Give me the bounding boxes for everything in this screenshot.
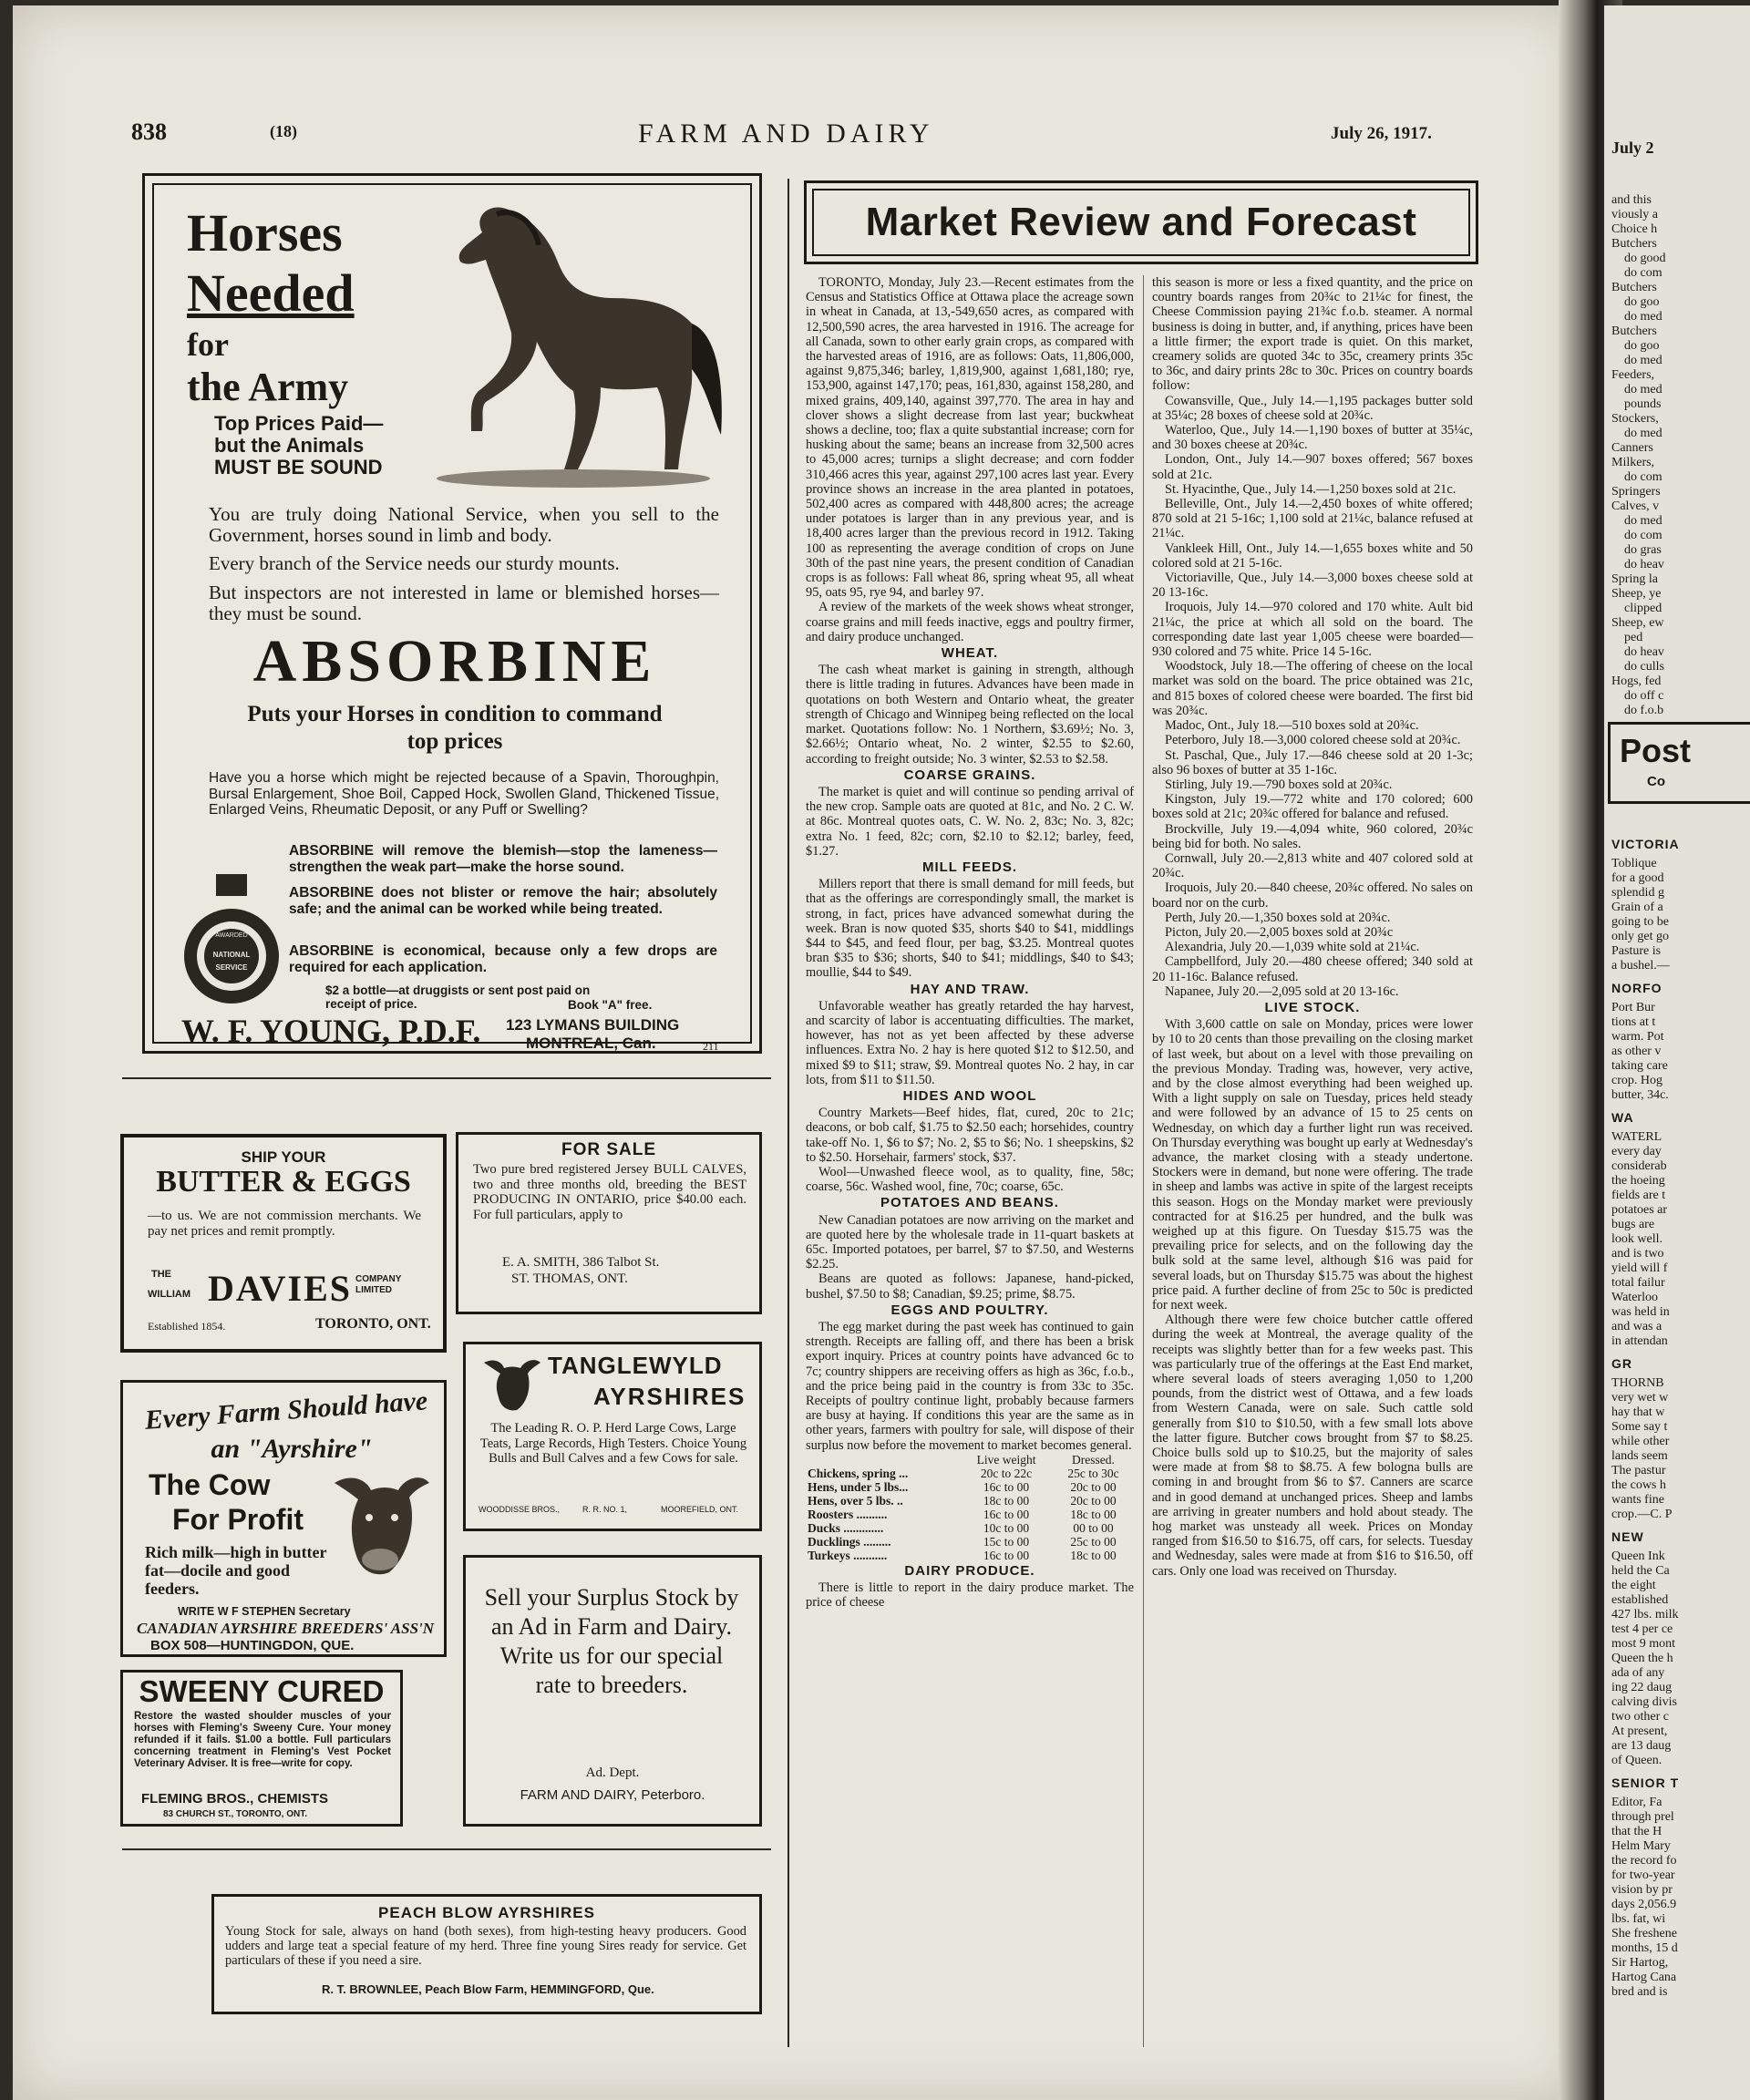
page-number: 838 <box>131 118 167 145</box>
market-intro: TORONTO, Monday, July 23.—Recent estimates from the Census and Statistics Office at Ottawa place the acreage sown in wheat in Canada, at 13,-549,650 acres, as compared with 12,500,590 acres, the area harvested in 1916. The acreage for all Canada, sown to other early grain crops, as compared with the harvested areas of 1916, are as follows: Oats, 11,806,000, against 9,875,346; barley, 1,819,900, against 1,681,180; rye, 153,900, against 147,170; peas, 161,830, against 158,280, and mixed grains, 409,140, against 397,770. The area in hay and clover shows a slight decrease from last year; buckwheat shows a decline, too; flax a quite substantial increase; corn for husking about the same; beans an increase from 32,500 acres to 45,000 acres; turnips a slight decrease; and corn fodder 310,466 acres this year, against 297,100 acres last year. Every province shows an increase in the area planted in potatoes, 502,400 acres as compared with 448,800 acres; the acreage under potatoes is larger than in any previous year, and is 18,400 acres larger than the previous record in 1912. Taking 100 as representing the average condition of crops on June 30th of the past nine years, the present condition of Canadian crops is as follows: Fall wheat 86, spring wheat 95, all wheat 95, oats 95, rye 94, and barley 97. <box>806 275 1134 601</box>
absorbine-headline-2: Needed <box>187 263 355 323</box>
next-page-line: Hartog Cana <box>1611 1971 1677 1984</box>
next-page-line: do med <box>1624 354 1662 367</box>
poultry-cell: 16c to 00 <box>983 1479 1030 1494</box>
next-page-line: total failur <box>1611 1276 1665 1290</box>
next-page-line: clipped <box>1624 602 1662 615</box>
poultry-cell: 18c to 00 <box>1070 1507 1117 1521</box>
divider-left-2 <box>122 1848 771 1850</box>
next-page-line: ada of any <box>1611 1666 1665 1680</box>
poultry-table-row <box>806 1508 1134 1521</box>
board-report: Brockville, July 19.—4,094 white, 960 colored, 20¾c being bid for both. No sales. <box>1152 821 1473 851</box>
poultry-cell: 20c to 00 <box>1070 1493 1117 1508</box>
next-page-line: Spring la <box>1611 572 1658 586</box>
next-page-line: Milkers, <box>1611 456 1655 469</box>
poultry-cell: 16c to 00 <box>983 1507 1030 1521</box>
next-page-line: of Queen. <box>1611 1754 1662 1767</box>
next-page-line: for a good <box>1611 871 1664 885</box>
next-page-line: held the Ca <box>1611 1564 1670 1578</box>
absorbine-headline-4: the Army <box>187 365 349 409</box>
mill-feeds-text: Millers report that there is small demand for mill feeds, but that as the offerings are correspondingly small, the market is strong, in fact, prices have advanced somewhat during the week. Bran is now quoted $35, shorts $40 to $41, middlings $44 to $45, and feed flour, per bag, $3.25. Montreal quotes bran $35 to $36; shorts, $40 to $41; middlings, $40 to $43; moullie, $44 to $49. <box>806 877 1134 981</box>
next-page-line: as other v <box>1611 1045 1662 1058</box>
next-page-heading: GR <box>1611 1356 1632 1371</box>
next-page-line: Sheep, ew <box>1611 616 1664 630</box>
poultry-cell: 20c to 22c <box>980 1466 1033 1480</box>
divider-left-1 <box>122 1077 771 1079</box>
next-page-line: the eight <box>1611 1579 1656 1592</box>
next-page-line: The pastur <box>1611 1464 1666 1477</box>
peach-blow-signature: R. T. BROWNLEE, Peach Blow Farm, HEMMINGFORD, Que. <box>322 1982 654 1996</box>
next-page-line: Hogs, fed <box>1611 674 1662 688</box>
next-page-line: lbs. fat, wi <box>1611 1912 1666 1926</box>
next-page-line: do com <box>1624 529 1662 542</box>
next-page-line: do heav <box>1624 558 1664 571</box>
next-page-line: THORNB <box>1611 1376 1664 1390</box>
next-page-line: do med <box>1624 514 1662 528</box>
poultry-cell: Chickens, spring ... <box>808 1466 909 1480</box>
horse-illustration <box>418 196 728 497</box>
absorbine-claim-2: ABSORBINE does not blister or remove the hair; absolutely safe; and the animal can be worked while being treated. <box>289 885 717 917</box>
next-page-box-title: Post <box>1620 732 1692 769</box>
national-service-seal <box>181 874 282 1011</box>
sweeny-maker: FLEMING BROS., CHEMISTS <box>141 1791 329 1807</box>
davies-name: DAVIES <box>208 1268 352 1309</box>
next-page-line: Some say t <box>1611 1420 1668 1434</box>
country-boards-list <box>1152 394 1473 999</box>
next-page-line: for two-year <box>1611 1868 1675 1882</box>
livestock-heading: LIVE STOCK. <box>1264 999 1361 1015</box>
next-page-line: calving divis <box>1611 1695 1677 1709</box>
next-page-line: months, 15 d <box>1611 1941 1678 1955</box>
column-rule-2 <box>1143 275 1144 2047</box>
sweeny-body: Restore the wasted shoulder muscles of your horses with Fleming's Sweeny Cure. Your money refunded if it fails. $1.00 a bottle. Full particulars concerning treatment in Fleming's Vest Pocket Veterinary Adviser. It is free—write for copy. <box>134 1711 391 1769</box>
board-report: Cornwall, July 20.—2,813 white and 407 colored sold at 20¾c. <box>1152 850 1473 881</box>
coarse-grains-text: The market is quiet and will continue so pending arrival of the new crop. Sample oats are quoted at 81c, and No. 2 C. W. at 86c. Montreal quotes oats, C. W. No. 2, 83c; No. 3, 82c; extra No. 1 feed, 82c; corn, $2.10 to $2.12; barley, feed, $1.27. <box>806 784 1134 859</box>
sweeny-cured-ad <box>120 1670 403 1827</box>
tanglewyld-body: The Leading R. O. P. Herd Large Cows, Large Teats, Large Records, High Testers. Choice Young Bulls and Bull Calves and a few Cows for sale. <box>479 1421 747 1466</box>
next-page-line: Springers <box>1611 485 1661 499</box>
poultry-table-row <box>806 1494 1134 1508</box>
seal-mid-text: NATIONAL <box>212 951 251 959</box>
poultry-header-cell <box>806 1453 960 1467</box>
poultry-cell: Ducklings ......... <box>808 1534 891 1549</box>
board-report: Stirling, July 19.—790 boxes sold at 20¾c. <box>1165 777 1393 792</box>
next-page-line: only get go <box>1611 930 1669 943</box>
ayrshire-assn: CANADIAN AYRSHIRE BREEDERS' ASS'N <box>136 1620 435 1637</box>
surplus-dept: Ad. Dept. <box>585 1765 640 1780</box>
issue-date: July 26, 1917. <box>1331 124 1432 143</box>
board-report: Belleville, Ont., July 14.—2,450 boxes of white offered; 870 sold at 21 5-16c; 1,100 sold at 21¼c, balance refused at 21¼c. <box>1152 497 1473 541</box>
livestock-text-1: With 3,600 cattle on sale on Monday, prices were lower by 10 to 20 cents than those prevailing on the closing market of last week, but about on a level with those prevailing on the previous Monday. Trading was, however, very active, and by the close almost everything had been weighed up. With a light supply on sale on Tuesday, prices held steady and were followed by an advance of 15 to 25 cents on Wednesday, on which day a further light run was received. On Thursday everything was bought up early at Wednesday's advance, the market closing with a steady undertone. Stockers were in demand, but none were offering. The trade in sheep and lambs was active in spite of the largest receipts this season. Hogs on the Monday market were previously contracted for at $16.25 per hundred, and the bulk was weighed up at this figure. On Tuesday $15.75 was the prevailing price for selects, and on the following day the bulk sold at the same level, although $16 was paid for several loads, but on Thursday $15.75 was about the highest price paid. A further decline of from 25c to 50c is predicted for next week. <box>1152 1017 1473 1313</box>
tanglewyld-footer-1: WOODDISSE BROS., <box>479 1505 561 1514</box>
next-page-line: bred and is <box>1611 1985 1668 1999</box>
ayrshire-big-2: For Profit <box>172 1503 304 1536</box>
board-report: Alexandria, July 20.—1,039 white sold at 21¼c. <box>1165 940 1420 955</box>
board-report: Kingston, July 19.—772 white and 170 colored; 600 boxes sold at 21c; 20¾c offered for balance and refused. <box>1152 792 1473 822</box>
next-page-line: Helm Mary <box>1611 1839 1671 1853</box>
next-page-line: Sir Hartog, <box>1611 1956 1669 1970</box>
next-page-line: wants fine <box>1611 1493 1664 1507</box>
next-page-line: look well. <box>1611 1232 1662 1246</box>
seal-top-text: AWARDED <box>215 932 248 939</box>
ayrshire-script-2: an "Ayrshire" <box>211 1434 373 1464</box>
next-page-heading: WA <box>1611 1110 1634 1125</box>
next-page-line: Butchers <box>1611 324 1657 338</box>
absorbine-address-2: MONTREAL, Can. <box>526 1035 656 1052</box>
absorbine-maker: W. F. YOUNG, P.D.F. <box>181 1013 481 1049</box>
board-report: Vankleek Hill, Ont., July 14.—1,655 boxes white and 50 colored sold at 21 5-16c. <box>1152 540 1473 571</box>
publication-title: FARM AND DAIRY <box>638 118 934 149</box>
surplus-stock-ad <box>463 1555 762 1827</box>
next-page-line: Pasture is <box>1611 944 1662 958</box>
poultry-table-header <box>806 1453 1134 1467</box>
next-page-line: Canners <box>1611 441 1653 455</box>
tanglewyld-footer-3: MOOREFIELD, ONT. <box>661 1505 739 1514</box>
tanglewyld-title-2: AYRSHIRES <box>593 1383 746 1410</box>
poultry-cell: 20c to 00 <box>1070 1479 1117 1494</box>
next-page-line: fields are t <box>1611 1189 1666 1202</box>
next-page-line: potatoes ar <box>1611 1203 1668 1217</box>
davies-the: THE <box>151 1269 171 1280</box>
poultry-header-cell: Live weight <box>976 1452 1036 1467</box>
livestock-text-2: Although there were few choice butcher cattle offered during the week at Montreal, the average quality of the receipts was slightly better than for a few weeks past. This was particularly true of the offerings at the East End market, where several loads of steers averaging 1,050 to 1,200 pounds, from the district west of Ottawa, and a few loads from Western Canada, were on sale. Such cattle sold generally from $10 to $10.50, with a few small lots above the latter figure. Butcher cows brought from $7 to $8.25. Choice bulls sold up to $10.25, but the majority of sales were made at from $8 to $8.75. A few bologna bulls are coming in and brought from $6 to $7. Canners are scarce and in good demand at unchanged prices. Sheep and lambs are arriving in greater numbers and hold about steady. The hog market was unsteady all week. Prices on Monday ranged from $16.50 to $16.75, off cars, for selects. Tuesday and Wednesday, sales were made at from $16 to $16.50, off cars. Only one load was received on Thursday. <box>1152 1312 1473 1579</box>
next-page-line: Waterloo <box>1611 1291 1658 1304</box>
absorbine-address-1: 123 LYMANS BUILDING <box>506 1016 680 1034</box>
board-report: St. Paschal, Que., July 17.—846 cheese sold at 20 1-3c; also 96 boxes of butter at 35 1-16c. <box>1152 747 1473 777</box>
next-page-line: the hoeing <box>1611 1174 1665 1188</box>
next-page-line: Queen the h <box>1611 1652 1673 1665</box>
board-report: Woodstock, July 18.—The offering of cheese on the local market was sold on the board. The price obtained was 21c, and 815 boxes of colored cheese were boarded. The first bid was 20¾c. <box>1152 659 1473 718</box>
davies-established: Established 1854. <box>148 1320 226 1333</box>
surplus-signature: FARM AND DAIRY, Peterboro. <box>520 1787 705 1803</box>
next-page-line: WATERL <box>1611 1130 1662 1144</box>
poultry-cell: Hens, under 5 lbs... <box>808 1479 909 1494</box>
absorbine-price: $2 a bottle—at druggists or sent post paid on receipt of price. <box>325 983 591 1011</box>
sweeny-title: SWEENY CURED <box>139 1674 385 1708</box>
next-page-box <box>1608 722 1750 804</box>
next-page-line: Choice h <box>1611 222 1658 236</box>
board-report: Iroquois, July 20.—840 cheese, 20¾c offered. No sales on board nor on the curb. <box>1152 880 1473 911</box>
next-page-line: do com <box>1624 470 1662 484</box>
next-page-line: do goo <box>1624 295 1660 309</box>
board-report: Madoc, Ont., July 18.—510 boxes sold at 20¾c. <box>1165 718 1419 734</box>
board-report: Peterboro, July 18.—3,000 colored cheese sold at 20¾c. <box>1165 733 1461 748</box>
next-page-line: a bushel.— <box>1611 959 1670 973</box>
next-page-line: Queen Ink <box>1611 1549 1665 1563</box>
newspaper-page <box>13 5 1577 2100</box>
next-page-line: Toblique <box>1611 857 1657 870</box>
absorbine-headline-3: for <box>187 326 229 363</box>
next-page-line: pounds <box>1624 397 1662 411</box>
board-report: Napanee, July 20.—2,095 sold at 20 13-16c. <box>1165 983 1399 999</box>
for-sale-ad <box>456 1132 762 1314</box>
next-page-heading: VICTORIA <box>1611 837 1680 851</box>
next-page-line: days 2,056.9 <box>1611 1898 1677 1911</box>
next-page-line: She freshene <box>1611 1927 1677 1940</box>
dairy-intro-text: There is little to report in the dairy produce market. The price of cheese <box>806 1580 1134 1611</box>
market-title: Market Review and Forecast <box>865 200 1417 244</box>
next-page-line: do med <box>1624 427 1662 440</box>
next-page-line: Feeders, <box>1611 368 1655 382</box>
next-page-line: crop.—C. P <box>1611 1508 1673 1521</box>
next-page-line: bugs are <box>1611 1218 1655 1231</box>
market-column-1 <box>806 275 1134 1610</box>
next-page-line: considerab <box>1611 1159 1667 1173</box>
poultry-cell: Roosters .......... <box>808 1507 888 1521</box>
beans-text: Beans are quoted as follows: Japanese, hand-picked, bushel, $7.50 to $8; Canadian, $9.25; prime, $8.75. <box>806 1271 1134 1302</box>
cow-icon <box>480 1354 544 1412</box>
next-page-line: vision by pr <box>1611 1883 1673 1897</box>
next-page-line: taking care <box>1611 1059 1668 1073</box>
next-page-line: was held in <box>1611 1305 1670 1319</box>
next-page-line: Stockers, <box>1611 412 1659 426</box>
board-report: Victoriaville, Que., July 14.—3,000 boxes cheese sold at 20 13-16c. <box>1152 571 1473 601</box>
poultry-table-row <box>806 1480 1134 1494</box>
hides-heading: HIDES AND WOOL <box>902 1087 1037 1104</box>
board-report: Campbellford, July 20.—480 cheese offered; 340 sold at 20 11-16c. Balance refused. <box>1152 954 1473 984</box>
poultry-cell: 18c to 00 <box>1070 1548 1117 1562</box>
next-page-line: Sheep, ye <box>1611 587 1662 601</box>
next-page-line: ing 22 daug <box>1611 1681 1673 1694</box>
next-page-line: do com <box>1624 266 1662 280</box>
board-report: Waterloo, Que., July 14.—1,190 boxes of butter at 35¼c, and 30 boxes cheese at 20¾c. <box>1152 423 1473 453</box>
next-page-line: in attendan <box>1611 1334 1668 1348</box>
next-page-line: lands seem <box>1611 1449 1668 1463</box>
davies-william: WILLIAM <box>148 1289 191 1300</box>
ayrshire-write: WRITE W F STEPHEN Secretary <box>178 1605 351 1618</box>
davies-title-2: BUTTER & EGGS <box>156 1165 411 1199</box>
next-page-line: through prel <box>1611 1810 1674 1824</box>
poultry-cell: 15c to 00 <box>983 1534 1030 1549</box>
absorbine-body-1: You are truly doing National Service, when you sell to the Government, horses sound in limb and body. <box>209 503 719 546</box>
peach-blow-title: PEACH BLOW AYRSHIRES <box>378 1904 595 1921</box>
next-page-line: hay that w <box>1611 1405 1665 1419</box>
poultry-table-row <box>806 1549 1134 1562</box>
next-page-line: do off c <box>1624 689 1664 703</box>
next-page-line: do med <box>1624 310 1662 324</box>
coarse-grains-heading: COARSE GRAINS. <box>903 767 1036 783</box>
ayrshire-breeders-ad <box>120 1380 447 1657</box>
next-page-line: do med <box>1624 383 1662 396</box>
ayrshire-script-1: Every Farm Should have <box>143 1385 429 1436</box>
next-page-line: going to be <box>1611 915 1669 929</box>
next-page-line: viously a <box>1611 208 1658 221</box>
seal-bottom-text: SERVICE <box>215 963 248 972</box>
next-page-line: that the H <box>1611 1825 1662 1838</box>
for-sale-contact-1: E. A. SMITH, 386 Talbot St. <box>502 1255 660 1270</box>
sweeny-address: 83 CHURCH ST., TORONTO, ONT. <box>163 1809 307 1819</box>
next-page-line: do good <box>1624 252 1666 265</box>
next-page-heading: SENIOR T <box>1611 1776 1680 1790</box>
poultry-cell: Hens, over 5 lbs. .. <box>808 1493 903 1508</box>
market-review-line: A review of the markets of the week shows wheat stronger, coarse grains and mill feeds inactive, eggs and poultry firmer, and dairy produce unchanged. <box>806 600 1134 644</box>
next-page-line: the record fo <box>1611 1854 1677 1868</box>
potatoes-text: New Canadian potatoes are now arriving on the market and are quoted here by the wholesale trade in 11-quart baskets at 65c. Imported potatoes, per barrel, $7 to $7.50, and Westerns $2.25. <box>806 1212 1134 1272</box>
next-page-line: do gras <box>1624 543 1662 557</box>
next-page-line: ped <box>1624 631 1643 644</box>
next-page-line: test 4 per ce <box>1611 1622 1673 1636</box>
next-page-fragment <box>1604 5 1750 2100</box>
next-page-heading: NORFO <box>1611 981 1662 995</box>
next-page-line: Editor, Fa <box>1611 1796 1662 1809</box>
poultry-cell: 18c to 00 <box>983 1493 1030 1508</box>
poultry-cell: 00 to 00 <box>1073 1520 1114 1535</box>
board-report: Picton, July 20.—2,005 boxes sold at 20¾c <box>1165 924 1394 940</box>
next-page-line: and this <box>1611 193 1652 207</box>
column-rule-1 <box>788 179 789 2047</box>
absorbine-question: Have you a horse which might be rejected because of a Spavin, Thoroughpin, Bursal Enlargement, Shoe Boil, Capped Hock, Swollen Gland, Thickened Tissue, Enlarged Veins, Rheumatic Deposit, or any Puff or Swelling? <box>209 770 719 818</box>
market-title-box <box>804 180 1478 264</box>
tanglewyld-title-1: TANGLEWYLD <box>548 1352 723 1379</box>
section-number: (18) <box>270 122 297 140</box>
next-page-line: and is two <box>1611 1247 1664 1261</box>
absorbine-claim-3: ABSORBINE is economical, because only a few drops are required for each application. <box>289 943 717 975</box>
poultry-table-row <box>806 1521 1134 1535</box>
dairy-text: this season is more or less a fixed quantity, and the price on country boards ranges from 20¾c to 21¼c for finest, the Cheese Commission paying 21¾c f.o.b. steamer. A normal business is doing in butter, and, if anything, prices have been a little firmer; the export trade is quiet. On this market, creamery solids are quoted 34c to 35c, creamery prints 35c to 36c, and dairy prints 28c to 30c. Prices on country boards follow: <box>1152 275 1473 394</box>
poultry-cell: Turkeys ........... <box>808 1548 888 1562</box>
davies-title-1: SHIP YOUR <box>241 1148 326 1166</box>
board-report: London, Ont., July 14.—907 boxes offered; 567 boxes sold at 21c. <box>1152 452 1473 482</box>
next-page-line: crop. Hog <box>1611 1074 1662 1087</box>
tanglewyld-ad <box>463 1342 762 1531</box>
peach-blow-body: Young Stock for sale, always on hand (both sexes), from high-testing heavy producers. Good udders and large teat a special feature of my herd. Three fine young Sires ready for service. Get particulars of these if you need a sire. <box>225 1924 746 1968</box>
next-page-line: 427 lbs. milk <box>1611 1608 1679 1621</box>
next-page-line: At present, <box>1611 1724 1668 1738</box>
board-report: Iroquois, July 14.—970 colored and 170 white. Ault bid 21¼c, the price at which all sold on the board. The corresponding date last year 1,005 cheese were boarded—930 colored and 75 white. Price 14 5-16c. <box>1152 600 1473 660</box>
surplus-body: Sell your Surplus Stock by an Ad in Farm and Dairy. Write us for our special rate to breeders. <box>484 1584 739 1698</box>
next-page-line: Butchers <box>1611 281 1657 294</box>
ayrshire-box: BOX 508—HUNTINGDON, QUE. <box>150 1638 355 1653</box>
next-page-line: while other <box>1611 1435 1670 1448</box>
hay-text: Unfavorable weather has greatly retarded the hay harvest, and scarcity of labor is accentuating difficulties. The market, however, has not as yet been affected by these adverse influences. Extra No. 2 hay is here quoted $12 to $12.50, and mixed $9 to $11; straw, $9. Montreal quotes No. 2 hay, in car lots, from $11 to $11.50. <box>806 998 1134 1087</box>
davies-company: COMPANY LIMITED <box>355 1274 402 1295</box>
mill-feeds-heading: MILL FEEDS. <box>921 859 1018 875</box>
for-sale-contact-2: ST. THOMAS, ONT. <box>511 1271 628 1286</box>
next-page-line: Port Bur <box>1611 1001 1655 1014</box>
potatoes-heading: POTATOES AND BEANS. <box>880 1195 1059 1211</box>
wheat-text: The cash wheat market is gaining in strength, although there is little trading in futures. Advances have been made in quotations on both Western and Ontario wheat, the greater strength of Chicago and Winnipeg being reflected on the local market. Quotations follow: No. 1 Northern, $3.69½; No. 3, $2.66½; Ontario wheat, No. 2 winter, $2.55 to $2.60, according to freight outside; No. 3 winter, $2.53 to $2.58. <box>806 663 1134 767</box>
ayrshire-big-1: The Cow <box>149 1468 271 1501</box>
next-page-line: the cows h <box>1611 1478 1666 1492</box>
absorbine-claim-1: ABSORBINE will remove the blemish—stop the lameness—strengthen the weak part—make the horse sound. <box>289 843 717 875</box>
next-page-line: do heav <box>1624 645 1664 659</box>
next-page-date: July 2 <box>1611 139 1654 157</box>
davies-body: —to us. We are not commission merchants. We pay net prices and remit promptly. <box>148 1209 421 1239</box>
wool-text: Wool—Unwashed fleece wool, as to quality, fine, 58c; coarse, 56c. Washed wool, fine, 70c; coarse, 65c. <box>806 1164 1134 1195</box>
poultry-cell: 10c to 00 <box>983 1520 1030 1535</box>
poultry-table-row <box>806 1535 1134 1549</box>
eggs-heading: EGGS AND POULTRY. <box>890 1302 1049 1318</box>
for-sale-title: FOR SALE <box>561 1140 657 1159</box>
absorbine-body-3: But inspectors are not interested in lame or blemished horses—they must be sound. <box>209 582 719 624</box>
next-page-line: yield will f <box>1611 1261 1668 1275</box>
absorbine-headline-1: Horses <box>187 203 343 262</box>
hay-heading: HAY AND TRAW. <box>910 981 1030 997</box>
next-page-line: warm. Pot <box>1611 1030 1664 1044</box>
absorbine-subhead: Top Prices Paid— but the Animals MUST BE SOUND <box>214 412 384 479</box>
next-page-line: Butchers <box>1611 237 1657 251</box>
absorbine-body-2: Every branch of the Service needs our sturdy mounts. <box>209 552 620 574</box>
next-page-line: tions at t <box>1611 1015 1656 1029</box>
absorbine-ad-number: 211 <box>703 1040 719 1053</box>
next-page-heading: NEW <box>1611 1529 1644 1544</box>
for-sale-body: Two pure bred registered Jersey BULL CALVES, two and three months old, breeding the BEST PRODUCING IN ONTARIO, price $40.00 each. For full particulars, apply to <box>473 1162 746 1222</box>
next-page-line: established <box>1611 1593 1669 1607</box>
poultry-cell: Ducks ............. <box>808 1520 884 1535</box>
next-page-line: splendid g <box>1611 886 1664 900</box>
tanglewyld-footer-2: R. R. NO. 1, <box>582 1505 628 1514</box>
poultry-table-row <box>806 1467 1134 1480</box>
davies-ad <box>120 1134 447 1353</box>
poultry-cell: 25c to 00 <box>1070 1534 1117 1549</box>
peach-blow-ad <box>211 1894 762 2014</box>
next-page-sections <box>1611 829 1680 2000</box>
next-page-line: are 13 daug <box>1611 1739 1672 1753</box>
next-page-line: Calves, v <box>1611 499 1660 513</box>
next-page-line: and was a <box>1611 1320 1662 1333</box>
next-page-line: most 9 mont <box>1611 1637 1676 1651</box>
next-page-lines <box>1611 193 1666 718</box>
next-page-line: do f.o.b <box>1624 704 1664 717</box>
absorbine-book: Book "A" free. <box>568 998 653 1012</box>
board-report: St. Hyacinthe, Que., July 14.—1,250 boxes sold at 21c. <box>1165 481 1457 497</box>
next-page-line: butter, 34c. <box>1611 1088 1669 1102</box>
poultry-cell: 25c to 30c <box>1067 1466 1119 1480</box>
board-report: Perth, July 20.—1,350 boxes sold at 20¾c. <box>1165 910 1391 925</box>
absorbine-brand: ABSORBINE <box>252 628 657 695</box>
next-page-line: two other c <box>1611 1710 1669 1724</box>
dairy-heading: DAIRY PRODUCE. <box>904 1562 1035 1579</box>
absorbine-ad <box>142 173 762 1054</box>
hides-text: Country Markets—Beef hides, flat, cured, 20c to 21c; deacons, or bob calf, $1.75 to $2.50 each; horsehides, country take-off No. 1, $6 to $7; No. 2, $5 to $6; No. 1 sheepskins, $2 to $2.50. Horsehair, farmers' stock, $37. <box>806 1106 1134 1165</box>
poultry-price-table <box>806 1453 1134 1562</box>
next-page-line: every day <box>1611 1145 1662 1158</box>
board-report: Cowansville, Que., July 14.—1,195 packages butter sold at 35¼c; 28 boxes of cheese sold at 20¾c. <box>1152 393 1473 423</box>
poultry-header-cell: Dressed. <box>1072 1452 1115 1467</box>
poultry-cell: 16c to 00 <box>983 1548 1030 1562</box>
wheat-heading: WHEAT. <box>941 645 999 662</box>
eggs-text: The egg market during the past week has continued to gain strength. Receipts are falling off, and there has been a brisk export inquiry. Prices at country points have advanced 6c to 7c; country shippers are receiving offers as high as 36c, f.o.b., and the price being paid in the country is from 33c to 35c. Receipts of poultry continue light, probably because farmers are busy at haying. If conditions this year are the same as in other years, farmers with poultry for sale, will dispose of their surplus now before the movement to market becomes general. <box>806 1320 1134 1453</box>
next-page-line: Grain of a <box>1611 901 1663 914</box>
next-page-line: do goo <box>1624 339 1660 353</box>
next-page-box-sub: Co <box>1647 774 1665 789</box>
absorbine-tagline: Puts your Horses in condition to command top prices <box>247 702 663 754</box>
next-page-line: do culls <box>1624 660 1664 674</box>
market-column-2 <box>1152 275 1473 1579</box>
next-page-line: very wet w <box>1611 1391 1669 1405</box>
ayrshire-body: Rich milk—high in butter fat—docile and good feeders. <box>145 1543 327 1598</box>
davies-city: TORONTO, ONT. <box>315 1316 431 1332</box>
